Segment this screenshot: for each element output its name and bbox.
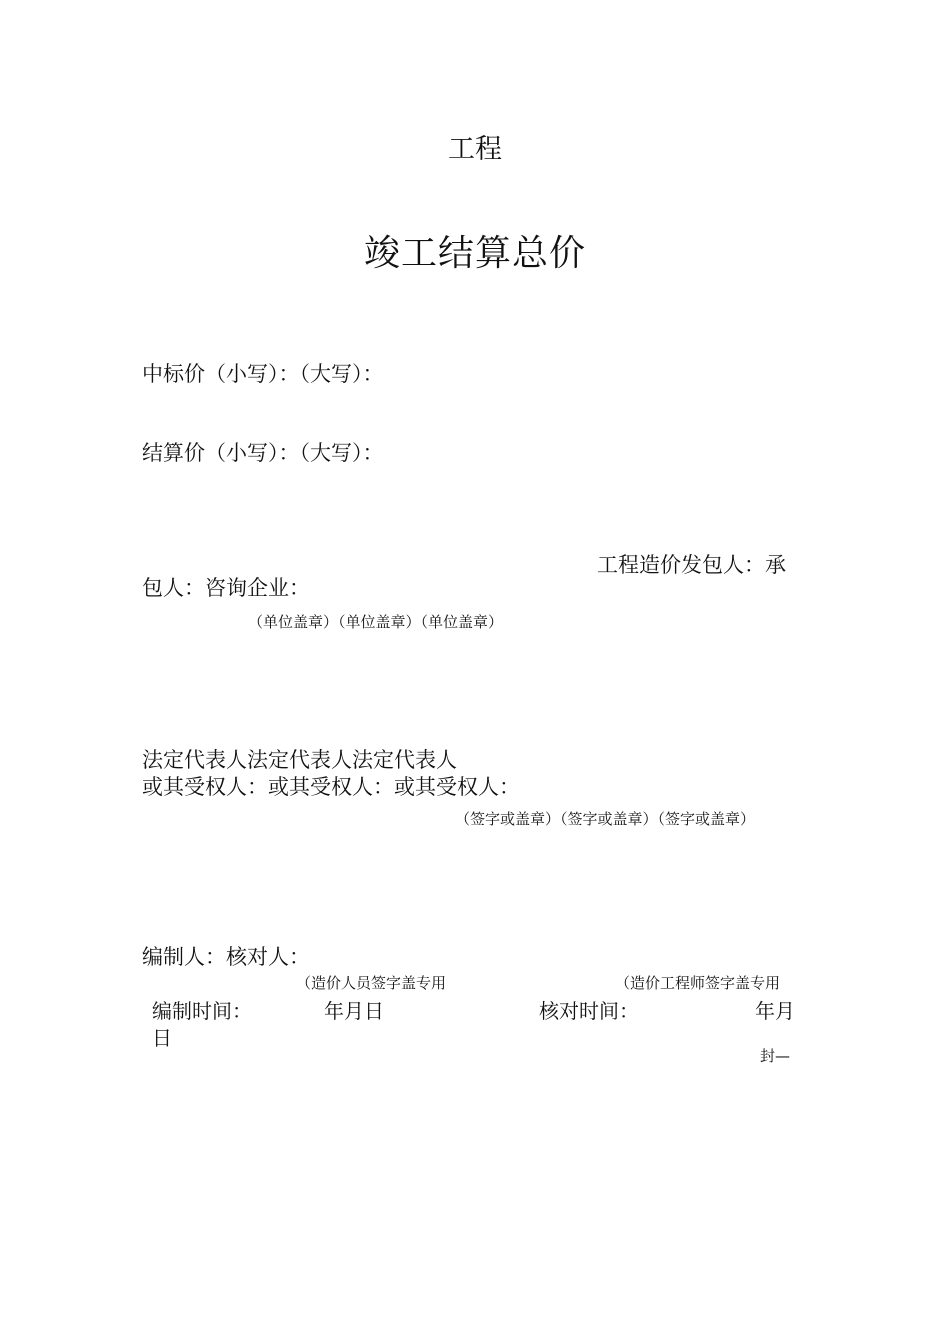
- cost-staff-stamp-hint: （造价人员签字盖专用: [296, 974, 447, 992]
- unit-stamp-hints: （单位盖章）（单位盖章）（单位盖章）: [248, 613, 504, 631]
- page-code: 封—: [760, 1047, 791, 1065]
- legal-rep-line: 法定代表人法定代表人法定代表人: [142, 748, 457, 772]
- check-date-day: 日: [152, 1026, 172, 1050]
- check-time-label: 核对时间：: [539, 999, 639, 1023]
- cost-engineer-stamp-hint: （造价工程师签字盖专用: [615, 974, 781, 992]
- contractor-line-right: 工程造价发包人：承: [597, 553, 786, 577]
- compile-date: 年月日: [324, 999, 384, 1023]
- compile-time-label: 编制时间：: [152, 999, 252, 1023]
- authorized-person-line: 或其受权人：或其受权人：或其受权人：: [142, 775, 520, 799]
- page-title: 竣工结算总价: [363, 233, 586, 274]
- project-label: 工程: [448, 134, 502, 165]
- contractor-line-left: 包人：咨询企业：: [142, 576, 310, 600]
- settlement-price-line: 结算价（小写）：（大写）：: [142, 441, 384, 465]
- preparer-checker-line: 编制人：核对人：: [142, 945, 310, 969]
- check-date: 年月: [755, 999, 795, 1023]
- signature-stamp-hints: （签字或盖章）（签字或盖章）（签字或盖章）: [455, 810, 756, 828]
- bid-price-line: 中标价（小写）：（大写）：: [142, 362, 384, 386]
